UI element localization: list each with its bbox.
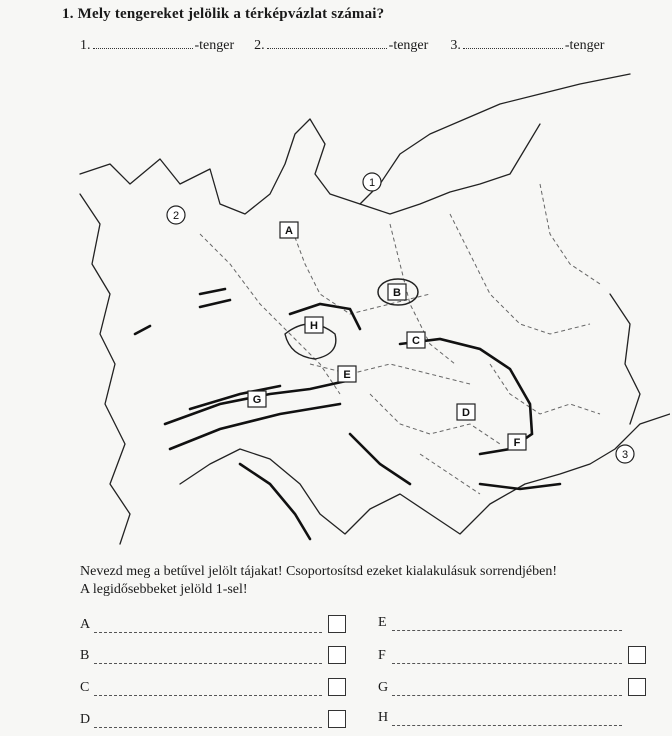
apennine-ridge xyxy=(240,464,310,539)
svg-text:G: G xyxy=(252,394,262,406)
sea-marker-3 xyxy=(616,445,634,463)
svg-text:1: 1 xyxy=(368,177,376,189)
answer-letter: E xyxy=(378,615,387,630)
coastline-baltic xyxy=(360,124,540,214)
sea-marker-2 xyxy=(167,206,185,224)
svg-text:H: H xyxy=(310,320,318,332)
region-label-c xyxy=(407,332,425,348)
border-line xyxy=(370,394,500,444)
region-label-a xyxy=(280,222,298,238)
sea-blank-3[interactable] xyxy=(450,38,604,54)
sea-blank-2[interactable] xyxy=(254,38,428,54)
answer-row xyxy=(80,646,670,668)
answer-cell-d xyxy=(80,710,346,728)
answer-line[interactable] xyxy=(94,618,322,633)
answer-checkbox[interactable] xyxy=(328,678,346,696)
answer-cell-g xyxy=(378,678,646,696)
border-line xyxy=(420,454,480,494)
answer-cell-a xyxy=(80,615,346,633)
answer-checkbox[interactable] xyxy=(628,646,646,664)
answer-letter: G xyxy=(378,680,389,695)
answer-checkbox[interactable] xyxy=(328,646,346,664)
region-label-f xyxy=(508,434,526,450)
answer-line[interactable] xyxy=(94,681,322,696)
region-label-g xyxy=(248,391,266,407)
answer-checkbox[interactable] xyxy=(328,710,346,728)
border-line xyxy=(490,364,600,414)
svg-text:C: C xyxy=(412,335,420,347)
svg-text:3: 3 xyxy=(621,449,629,461)
coastline-black-sea xyxy=(610,294,640,424)
answer-row xyxy=(80,615,670,637)
instructions-line-2: A legidősebbeket jelöld 1-sel! xyxy=(80,582,248,597)
answer-checkbox[interactable] xyxy=(328,615,346,633)
europe-sketch-map xyxy=(70,64,670,554)
blank-line[interactable] xyxy=(93,38,193,49)
answer-line[interactable] xyxy=(392,616,622,631)
answer-line[interactable] xyxy=(392,711,622,726)
svg-text:D: D xyxy=(462,407,470,419)
svg-text:B: B xyxy=(393,287,401,299)
sea-blank-number: 1. xyxy=(80,38,91,53)
region-label-d xyxy=(457,404,475,420)
answer-checkbox[interactable] xyxy=(628,678,646,696)
hercynian-mark xyxy=(200,300,230,307)
answer-letter: H xyxy=(378,710,389,725)
coastline-north xyxy=(80,74,630,214)
answer-line[interactable] xyxy=(392,649,622,664)
border-line xyxy=(310,364,470,384)
answer-letter: A xyxy=(80,617,91,632)
answer-line[interactable] xyxy=(94,713,322,728)
border-line xyxy=(200,234,340,394)
hercynian-mark xyxy=(200,289,225,294)
sea-marker-1 xyxy=(363,173,381,191)
border-line xyxy=(450,214,590,334)
answer-letter: F xyxy=(378,648,386,663)
answer-cell-e xyxy=(378,615,622,631)
sea-blank-suffix: -tenger xyxy=(388,38,429,53)
blank-line[interactable] xyxy=(463,38,563,49)
alps-ridge xyxy=(170,404,340,449)
sea-blank-suffix: -tenger xyxy=(194,38,235,53)
answer-line[interactable] xyxy=(94,649,322,664)
blank-line[interactable] xyxy=(267,38,387,49)
dinaric-ridge xyxy=(350,434,410,484)
answer-letter: D xyxy=(80,712,91,727)
answer-letter: C xyxy=(80,680,90,695)
instructions-line-1: Nevezd meg a betűvel jelölt tájakat! Csoportosítsd ezeket kialakulásuk sorrendjében! xyxy=(80,564,558,579)
sea-blank-number: 3. xyxy=(450,38,461,53)
answer-row xyxy=(80,710,670,732)
region-label-e xyxy=(338,366,356,382)
svg-text:A: A xyxy=(285,225,293,237)
answer-cell-f xyxy=(378,646,646,664)
sea-blank-1[interactable] xyxy=(80,38,234,54)
instructions xyxy=(80,563,670,599)
svg-text:F: F xyxy=(513,437,521,449)
massif-central-ridge xyxy=(135,326,150,334)
svg-text:E: E xyxy=(343,369,351,381)
question-title: 1. Mely tengereket jelölik a térképvázlat számai? xyxy=(62,6,385,22)
sea-blank-suffix: -tenger xyxy=(564,38,605,53)
answer-row xyxy=(80,678,670,700)
coastline-west xyxy=(80,194,130,544)
answer-cell-h xyxy=(378,710,622,726)
region-label-b xyxy=(378,279,418,305)
sea-blanks xyxy=(80,38,670,54)
answer-cell-c xyxy=(80,678,346,696)
answer-cell-b xyxy=(80,646,346,664)
region-label-h xyxy=(285,317,336,359)
answer-line[interactable] xyxy=(392,681,622,696)
svg-text:2: 2 xyxy=(172,210,180,222)
sea-blank-number: 2. xyxy=(254,38,265,53)
border-line xyxy=(540,184,600,284)
answer-letter: B xyxy=(80,648,90,663)
